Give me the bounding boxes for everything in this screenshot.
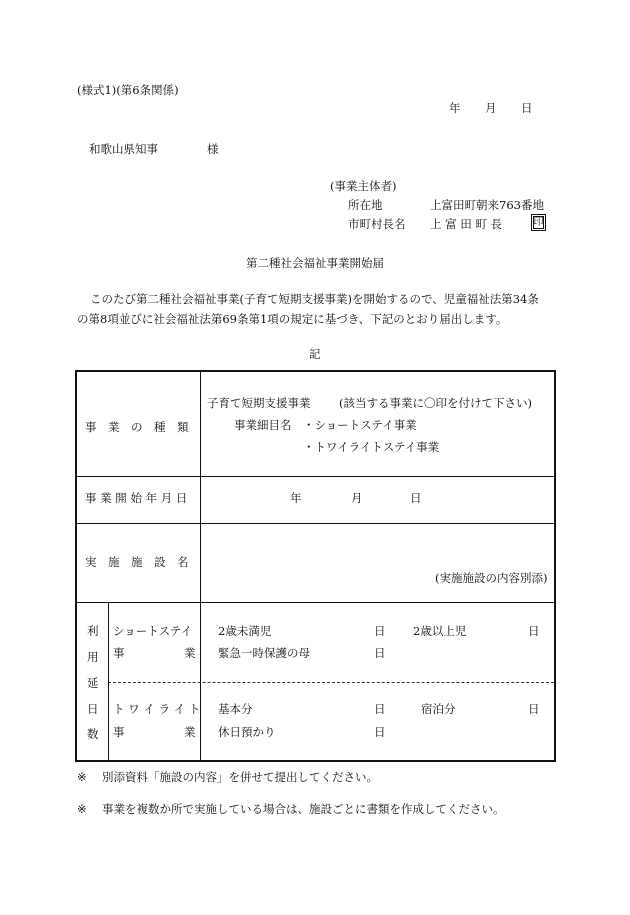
facility-note: (実施施設の内容別添) (435, 571, 548, 585)
short-stay-under2: 2歳未満児 (218, 624, 272, 638)
applicant-heading: (事業主体者) (330, 179, 397, 193)
note-1-mark: ※ (77, 770, 87, 784)
short-stay-over2-unit: 日 (528, 624, 540, 638)
short-stay-label-2a: 事 (113, 646, 125, 660)
row-divider-1 (77, 476, 554, 477)
short-stay-over2: 2歳以上児 (413, 624, 467, 638)
twilight-basic-unit: 日 (374, 702, 386, 716)
start-date-day: 日 (410, 491, 422, 505)
date-day-label: 日 (521, 101, 533, 115)
note-2-mark: ※ (77, 802, 87, 816)
twilight-basic: 基本分 (218, 702, 253, 716)
short-stay-emergency-unit: 日 (374, 646, 386, 660)
start-date-month: 月 (351, 491, 363, 505)
usage-dashed-divider (108, 682, 554, 683)
usage-days-char-3: 延 (87, 676, 99, 690)
table-column-divider (200, 372, 201, 760)
note-2-text: 事業を複数か所で実施している場合は、施設ごとに書類を作成してください。 (102, 802, 505, 816)
usage-days-char-1: 利 (87, 624, 99, 638)
row-divider-3 (77, 602, 554, 603)
twilight-overnight: 宿泊分 (421, 702, 456, 716)
business-type-main: 子育て短期支援事業 (207, 396, 311, 410)
business-type-note: (該当する事業に〇印を付けて下さい) (339, 396, 532, 410)
short-stay-label-1: ショートステイ (113, 624, 193, 638)
short-stay-emergency: 緊急一時保護の母 (218, 646, 310, 660)
form-table (75, 370, 556, 762)
seal-stamp: 印 (531, 214, 546, 231)
business-item-short-stay: ・ショートステイ事業 (303, 418, 417, 432)
note-1-text: 別添資料「施設の内容」を併せて提出してください。 (102, 770, 378, 784)
twilight-label-2a: 事 (113, 725, 125, 739)
twilight-label-1: ト ワ イ ラ イ ト (113, 702, 201, 716)
date-month-label: 月 (485, 101, 497, 115)
business-type-label: 事 業 の 種 類 (85, 420, 189, 434)
mayor-value: 上 富 田 町 長 (430, 217, 503, 231)
start-date-label: 事 業 開 始 年 月 日 (85, 491, 188, 505)
usage-days-char-2: 用 (87, 650, 99, 664)
twilight-label-2b: 業 (184, 725, 196, 739)
form-number: (様式1)(第6条関係) (77, 83, 179, 97)
addressee-honorific: 様 (207, 142, 219, 156)
ki-label: 記 (309, 347, 321, 361)
mayor-label: 市町村長名 (348, 217, 406, 231)
twilight-holiday-unit: 日 (374, 725, 386, 739)
addressee-name: 和歌山県知事 (89, 142, 158, 156)
body-line-2: の第8項並びに社会福祉法第69条第1項の規定に基づき、下記のとおり届出します。 (77, 312, 508, 326)
short-stay-label-2b: 業 (184, 646, 196, 660)
date-year-label: 年 (449, 101, 461, 115)
address-label: 所在地 (348, 198, 383, 212)
usage-days-char-5: 数 (87, 727, 99, 741)
twilight-overnight-unit: 日 (528, 702, 540, 716)
business-detail-label: 事業細目名 (234, 418, 292, 432)
address-value: 上富田町朝来763番地 (430, 198, 544, 212)
start-date-year: 年 (290, 491, 302, 505)
row-divider-2 (77, 523, 554, 524)
document-title: 第二種社会福祉事業開始届 (246, 256, 384, 270)
business-item-twilight: ・トワイライトステイ事業 (303, 440, 440, 454)
twilight-holiday: 休日預かり (218, 725, 276, 739)
usage-days-char-4: 日 (87, 702, 99, 716)
facility-name-label: 実 施 施 設 名 (85, 555, 189, 569)
short-stay-under2-unit: 日 (374, 624, 386, 638)
body-line-1: このたび第二種社会福祉事業(子育て短期支援事業)を開始するので、児童福祉法第34条 (90, 292, 539, 306)
